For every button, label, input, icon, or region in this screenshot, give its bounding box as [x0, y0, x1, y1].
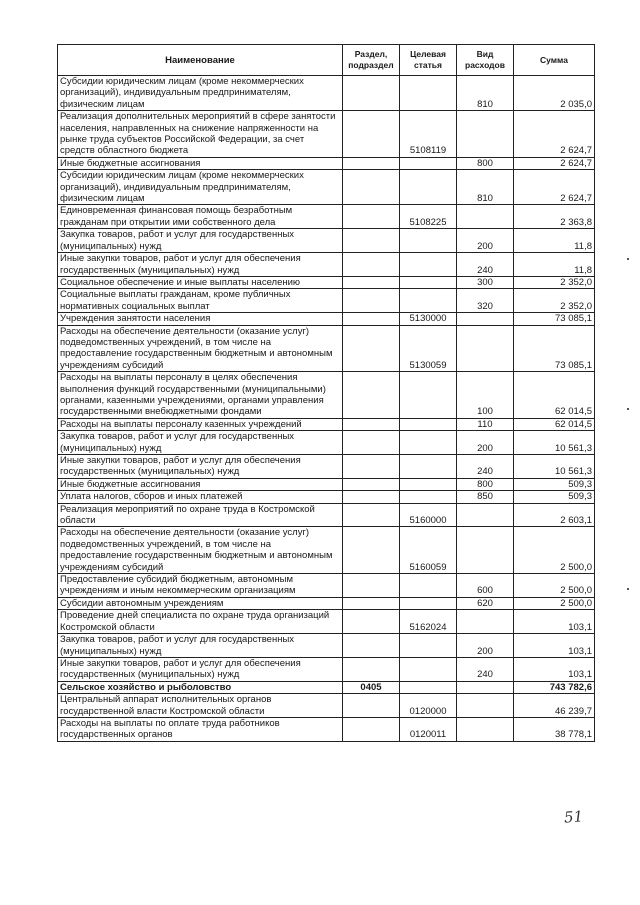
row-section: [343, 431, 400, 455]
header-name: Наименование: [58, 45, 343, 76]
row-target: 5130000: [400, 313, 457, 325]
row-name: Субсидии юридическим лицам (кроме некоммерческих организаций), индивидуальным предпринимателям, физическим лицам: [58, 76, 343, 111]
scan-speck: [627, 588, 629, 590]
row-section: [343, 610, 400, 634]
table-row: [58, 313, 595, 325]
row-name: Сельское хозяйство и рыболовство: [58, 681, 343, 693]
row-target: 5162024: [400, 610, 457, 634]
row-target: [400, 289, 457, 313]
row-kind: 240: [457, 455, 514, 479]
row-kind: [457, 717, 514, 741]
table-row: [58, 170, 595, 205]
row-sum: 11,8: [514, 229, 595, 253]
table-row: [58, 111, 595, 158]
row-kind: 300: [457, 276, 514, 288]
row-section: [343, 527, 400, 574]
row-name: Центральный аппарат исполнительных органов государственной власти Костромской области: [58, 694, 343, 718]
row-sum: 2 035,0: [514, 76, 595, 111]
row-section: [343, 717, 400, 741]
row-sum: 509,3: [514, 478, 595, 490]
table-row: [58, 289, 595, 313]
row-name: Иные бюджетные ассигнования: [58, 157, 343, 169]
row-target: [400, 597, 457, 609]
row-name: Единовременная финансовая помощь безработным гражданам при открытии ими собственного дела: [58, 205, 343, 229]
table-row: [58, 325, 595, 372]
row-kind: [457, 610, 514, 634]
table-row: [58, 478, 595, 490]
row-target: 5160000: [400, 503, 457, 527]
row-sum: 2 500,0: [514, 597, 595, 609]
row-kind: 600: [457, 574, 514, 598]
row-section: [343, 418, 400, 430]
row-section: [343, 634, 400, 658]
row-target: 5108225: [400, 205, 457, 229]
row-kind: 810: [457, 76, 514, 111]
row-target: [400, 76, 457, 111]
row-section: [343, 76, 400, 111]
row-section: [343, 111, 400, 158]
row-kind: 800: [457, 478, 514, 490]
table-row: [58, 253, 595, 277]
table-row: [58, 431, 595, 455]
row-sum: 2 603,1: [514, 503, 595, 527]
row-section: [343, 205, 400, 229]
row-name: Иные бюджетные ассигнования: [58, 478, 343, 490]
row-sum: 2 624,7: [514, 170, 595, 205]
row-target: [400, 229, 457, 253]
row-kind: 100: [457, 372, 514, 419]
row-sum: 2 352,0: [514, 276, 595, 288]
row-section: [343, 574, 400, 598]
row-target: [400, 681, 457, 693]
row-target: 0120000: [400, 694, 457, 718]
row-name: Предоставление субсидий бюджетным, автономным учреждениям и иным некоммерческим организациям: [58, 574, 343, 598]
row-sum: 73 085,1: [514, 325, 595, 372]
row-section: [343, 170, 400, 205]
row-kind: 200: [457, 431, 514, 455]
row-name: Расходы на выплаты по оплате труда работников государственных органов: [58, 717, 343, 741]
row-target: [400, 276, 457, 288]
page-number: 51: [563, 807, 584, 827]
row-kind: [457, 313, 514, 325]
row-sum: 62 014,5: [514, 372, 595, 419]
row-target: [400, 253, 457, 277]
row-sum: 62 014,5: [514, 418, 595, 430]
table-row: [58, 372, 595, 419]
row-name: Социальные выплаты гражданам, кроме публичных нормативных социальных выплат: [58, 289, 343, 313]
table-row: [58, 455, 595, 479]
row-sum: 743 782,6: [514, 681, 595, 693]
row-kind: [457, 503, 514, 527]
row-name: Расходы на выплаты персоналу казенных учреждений: [58, 418, 343, 430]
table-row: [58, 694, 595, 718]
table-row: [58, 657, 595, 681]
row-name: Реализация дополнительных мероприятий в сфере занятости населения, направленных на снижение напряженности на рынке труда субъектов Российской Федерации, за счет средств областного бюджета: [58, 111, 343, 158]
table-row: [58, 157, 595, 169]
table-row: [58, 503, 595, 527]
row-kind: 200: [457, 229, 514, 253]
row-kind: [457, 111, 514, 158]
row-target: [400, 574, 457, 598]
row-section: 0405: [343, 681, 400, 693]
row-section: [343, 157, 400, 169]
row-target: [400, 157, 457, 169]
row-name: Реализация мероприятий по охране труда в Костромской области: [58, 503, 343, 527]
row-name: Учреждения занятости населения: [58, 313, 343, 325]
row-sum: 103,1: [514, 610, 595, 634]
table-row: [58, 634, 595, 658]
row-target: 5130059: [400, 325, 457, 372]
row-target: [400, 657, 457, 681]
table-row: [58, 205, 595, 229]
row-target: [400, 170, 457, 205]
row-kind: 240: [457, 657, 514, 681]
budget-table-sheet: [57, 44, 594, 742]
row-name: Уплата налогов, сборов и иных платежей: [58, 491, 343, 503]
row-section: [343, 478, 400, 490]
table-row: [58, 681, 595, 693]
row-sum: 2 352,0: [514, 289, 595, 313]
row-sum: 10 561,3: [514, 431, 595, 455]
row-name: Социальное обеспечение и иные выплаты населению: [58, 276, 343, 288]
row-kind: 110: [457, 418, 514, 430]
row-name: Закупка товаров, работ и услуг для государственных (муниципальных) нужд: [58, 431, 343, 455]
header-kind: Вид расходов: [457, 45, 514, 76]
row-name: Субсидии автономным учреждениям: [58, 597, 343, 609]
row-kind: 810: [457, 170, 514, 205]
row-name: Закупка товаров, работ и услуг для государственных (муниципальных) нужд: [58, 229, 343, 253]
row-target: 5160059: [400, 527, 457, 574]
table-row: [58, 276, 595, 288]
row-kind: 320: [457, 289, 514, 313]
row-section: [343, 313, 400, 325]
row-kind: 850: [457, 491, 514, 503]
table-row: [58, 574, 595, 598]
row-sum: 38 778,1: [514, 717, 595, 741]
row-target: 0120011: [400, 717, 457, 741]
row-kind: 240: [457, 253, 514, 277]
row-kind: 200: [457, 634, 514, 658]
row-section: [343, 325, 400, 372]
row-name: Закупка товаров, работ и услуг для государственных (муниципальных) нужд: [58, 634, 343, 658]
row-sum: 11,8: [514, 253, 595, 277]
table-row: [58, 229, 595, 253]
row-section: [343, 229, 400, 253]
row-target: [400, 491, 457, 503]
row-section: [343, 491, 400, 503]
row-target: [400, 455, 457, 479]
row-sum: 73 085,1: [514, 313, 595, 325]
table-row: [58, 418, 595, 430]
header-section: Раздел, подраздел: [343, 45, 400, 76]
row-name: Расходы на обеспечение деятельности (оказание услуг) подведомственных учреждений, в том числе на предоставление государственным бюджетным и автономным учреждениям субсидий: [58, 527, 343, 574]
row-kind: 620: [457, 597, 514, 609]
row-name: Субсидии юридическим лицам (кроме некоммерческих организаций), индивидуальным предпринимателям, физическим лицам: [58, 170, 343, 205]
row-name: Расходы на выплаты персоналу в целях обеспечения выполнения функций государственными (муниципальными) органами, казенными учреждениями, органами управления государственными внебюджетными фондами: [58, 372, 343, 419]
row-section: [343, 694, 400, 718]
row-sum: 103,1: [514, 634, 595, 658]
table-row: [58, 76, 595, 111]
header-target: Целевая статья: [400, 45, 457, 76]
table-row: [58, 527, 595, 574]
row-sum: 2 500,0: [514, 527, 595, 574]
row-target: 5108119: [400, 111, 457, 158]
row-section: [343, 372, 400, 419]
row-name: Иные закупки товаров, работ и услуг для обеспечения государственных (муниципальных) нужд: [58, 657, 343, 681]
row-sum: 46 239,7: [514, 694, 595, 718]
table-row: [58, 610, 595, 634]
scan-speck: [627, 258, 629, 260]
row-sum: 2 500,0: [514, 574, 595, 598]
row-sum: 2 624,7: [514, 157, 595, 169]
row-section: [343, 503, 400, 527]
row-kind: [457, 694, 514, 718]
row-section: [343, 455, 400, 479]
row-kind: [457, 681, 514, 693]
row-sum: 509,3: [514, 491, 595, 503]
row-target: [400, 418, 457, 430]
row-sum: 10 561,3: [514, 455, 595, 479]
row-sum: 2 363,8: [514, 205, 595, 229]
row-name: Проведение дней специалиста по охране труда организаций Костромской области: [58, 610, 343, 634]
row-sum: 2 624,7: [514, 111, 595, 158]
row-name: Иные закупки товаров, работ и услуг для обеспечения государственных (муниципальных) нужд: [58, 455, 343, 479]
row-kind: 800: [457, 157, 514, 169]
row-target: [400, 634, 457, 658]
row-name: Иные закупки товаров, работ и услуг для обеспечения государственных (муниципальных) нужд: [58, 253, 343, 277]
row-sum: 103,1: [514, 657, 595, 681]
table-row: [58, 491, 595, 503]
row-section: [343, 597, 400, 609]
row-name: Расходы на обеспечение деятельности (оказание услуг) подведомственных учреждений, в том числе на предоставление государственным бюджетным и автономным учреждениям субсидий: [58, 325, 343, 372]
row-target: [400, 478, 457, 490]
row-section: [343, 289, 400, 313]
row-target: [400, 431, 457, 455]
row-section: [343, 276, 400, 288]
row-kind: [457, 325, 514, 372]
row-target: [400, 372, 457, 419]
row-section: [343, 657, 400, 681]
scan-speck: [627, 408, 629, 410]
row-kind: [457, 205, 514, 229]
table-row: [58, 717, 595, 741]
row-kind: [457, 527, 514, 574]
header-sum: Сумма: [514, 45, 595, 76]
row-section: [343, 253, 400, 277]
table-header-row: [58, 45, 595, 76]
table-row: [58, 597, 595, 609]
budget-table: [57, 44, 595, 742]
